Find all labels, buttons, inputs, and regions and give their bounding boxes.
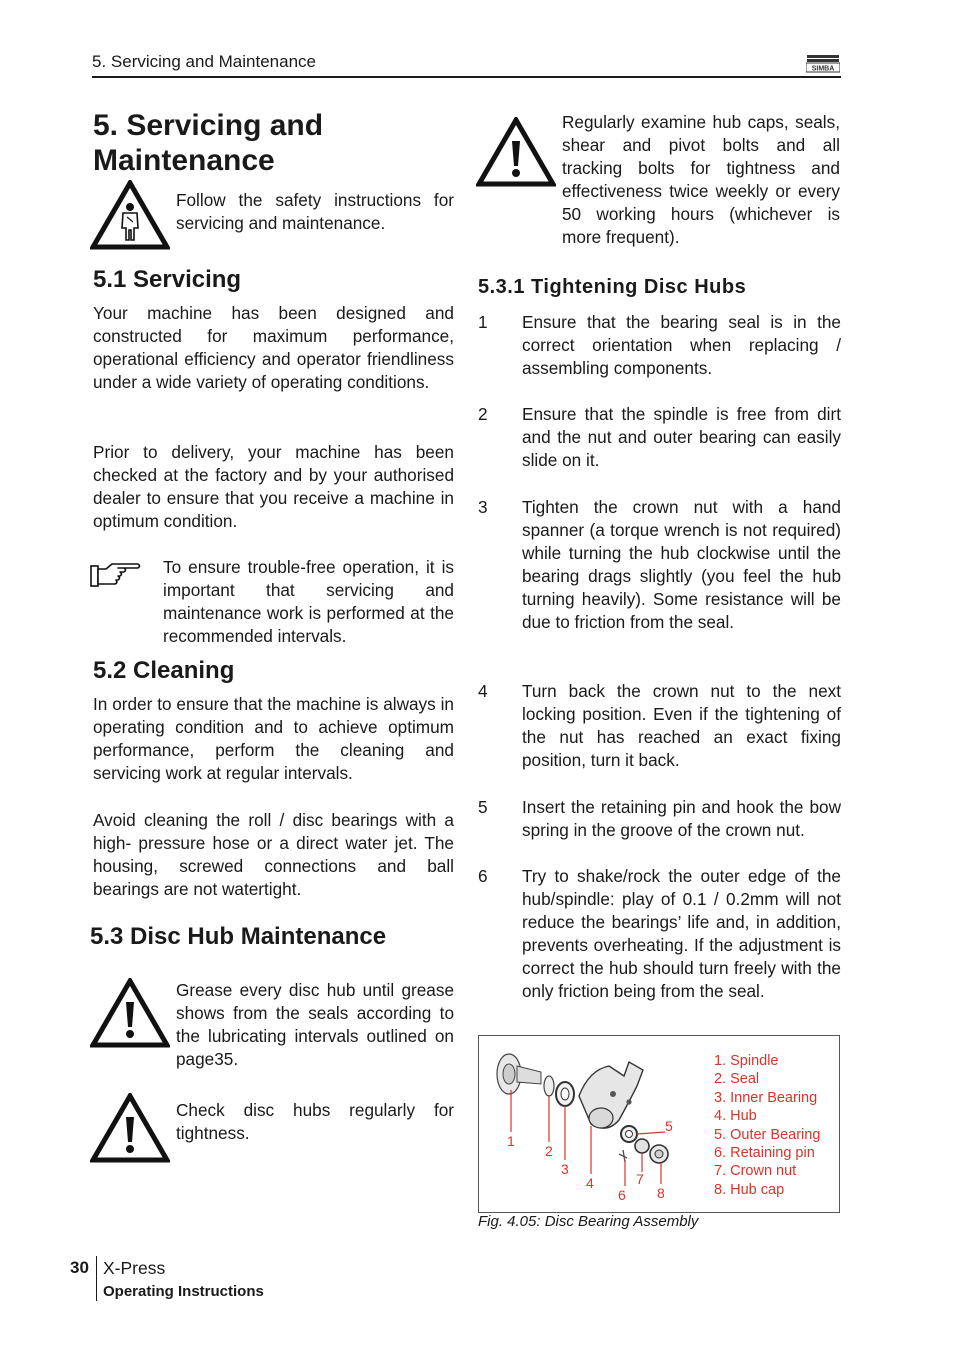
step-text: Turn back the crown nut to the next locking position. Even if the tightening of the nut has reached an exact fixing position, turn it back.: [522, 681, 841, 770]
step-text: Insert the retaining pin and hook the bow spring in the groove of the crown nut.: [522, 797, 841, 840]
legend-item: 3. Inner Bearing: [714, 1089, 818, 1106]
disc-bearing-assembly-figure: [478, 1035, 840, 1213]
list-item: [478, 680, 841, 775]
step-number: 1: [478, 312, 488, 332]
cleaning-paragraph-2: Avoid cleaning the roll / disc bearings with a high- pressure hose or a direct water jet. The housing, screwed connections and ball bearings are not watertight.: [93, 810, 454, 899]
list-item: [478, 403, 841, 473]
maintenance-warning-icon: [90, 180, 170, 252]
header-rule: [92, 76, 841, 78]
heading-disc-hub-maintenance: 5.3 Disc Hub Maintenance: [90, 923, 387, 950]
step-number: 5: [478, 797, 488, 817]
legend-item: 5. Outer Bearing: [714, 1126, 821, 1143]
figure-caption: Fig. 4.05: Disc Bearing Assembly: [478, 1213, 699, 1230]
callout-2: 2: [545, 1143, 553, 1159]
legend-item: 1. Spindle: [714, 1053, 779, 1069]
disc-hub-warning-1: Grease every disc hub until grease shows from the seals according to the lubricating intervals outlined on page35.: [176, 980, 454, 1069]
simba-logo: [806, 55, 840, 73]
footer-doc-type: Operating Instructions: [103, 1283, 264, 1300]
legend-item: 8. Hub cap: [714, 1181, 785, 1198]
list-item: [478, 311, 841, 381]
servicing-paragraph-1: Your machine has been designed and constructed for maximum performance, operational efficiency and operator friendliness under a wide variety of operating conditions.: [93, 303, 454, 392]
page-title: 5. Servicing and Maintenance: [93, 109, 324, 177]
logo-text: SIMBA: [811, 65, 835, 73]
step-number: 3: [478, 497, 488, 517]
callout-5: 5: [665, 1118, 673, 1134]
legend-item: 4. Hub: [714, 1108, 757, 1125]
legend-item: 7. Crown nut: [714, 1163, 797, 1180]
callout-6: 6: [618, 1187, 626, 1203]
list-item: [478, 865, 841, 1005]
callout-3: 3: [561, 1161, 569, 1177]
callout-1: 1: [507, 1133, 515, 1149]
callout-8: 8: [657, 1185, 665, 1201]
exclamation-warning-icon: [90, 1093, 170, 1165]
figure-legend: [714, 1052, 820, 1199]
page-number: 30: [70, 1258, 89, 1277]
footer-divider: [96, 1256, 97, 1301]
legend-item: 6. Retaining pin: [714, 1145, 815, 1162]
exclamation-warning-icon: [476, 117, 556, 189]
running-header: 5. Servicing and Maintenance: [92, 52, 316, 71]
disc-hub-warning-2: Check disc hubs regularly for tightness.: [176, 1100, 454, 1143]
heading-cleaning: 5.2 Cleaning: [93, 657, 235, 684]
heading-servicing: 5.1 Servicing: [93, 266, 242, 293]
servicing-note: To ensure trouble-free operation, it is important that servicing and maintenance work is performed at the recommended intervals.: [163, 557, 454, 646]
step-text: Ensure that the spindle is free from dirt and the nut and outer bearing can easily slide on it.: [522, 404, 841, 470]
callout-7: 7: [636, 1171, 644, 1187]
step-text: Tighten the crown nut with a hand spanner (a torque wrench is not required) while turning the hub clockwise until the bearing drags slightly (you feel the hub turning heavily). Some resistance will be due to friction from the seal.: [522, 497, 841, 632]
footer-product: X-Press: [103, 1258, 166, 1278]
right-warning-text: Regularly examine hub caps, seals, shear and pivot bolts and all tracking bolts for tightness and effectiveness twice weekly or every 50 working hours (whichever is more frequent).: [562, 112, 840, 247]
exclamation-warning-icon: [90, 978, 170, 1050]
heading-tightening-disc-hubs: 5.3.1 Tightening Disc Hubs: [478, 276, 747, 298]
servicing-paragraph-2: Prior to delivery, your machine has been checked at the factory and by your authorised dealer to ensure that you receive a machine in optimum condition.: [93, 442, 454, 531]
step-number: 4: [478, 681, 488, 701]
cleaning-paragraph-1: In order to ensure that the machine is always in operating condition and to achieve optimum performance, perform the cleaning and servicing work at regular intervals.: [93, 694, 454, 783]
pointing-hand-icon: [90, 560, 142, 590]
list-item: [478, 496, 841, 658]
list-item: [478, 796, 841, 844]
legend-item: 2. Seal: [714, 1071, 760, 1088]
step-text: Try to shake/rock the outer edge of the hub/spindle: play of 0.1 / 0.2mm will not reduce the bearings’ life and, in addition, prevents overheating. If the adjustment is correct the hub should turn freely with the only friction being from the seal.: [522, 866, 841, 1001]
step-number: 6: [478, 866, 488, 886]
callout-4: 4: [586, 1175, 594, 1191]
safety-note-text: Follow the safety instructions for servicing and maintenance.: [176, 190, 454, 233]
step-text: Ensure that the bearing seal is in the correct orientation when replacing / assembling components.: [522, 312, 841, 378]
step-number: 2: [478, 404, 488, 424]
